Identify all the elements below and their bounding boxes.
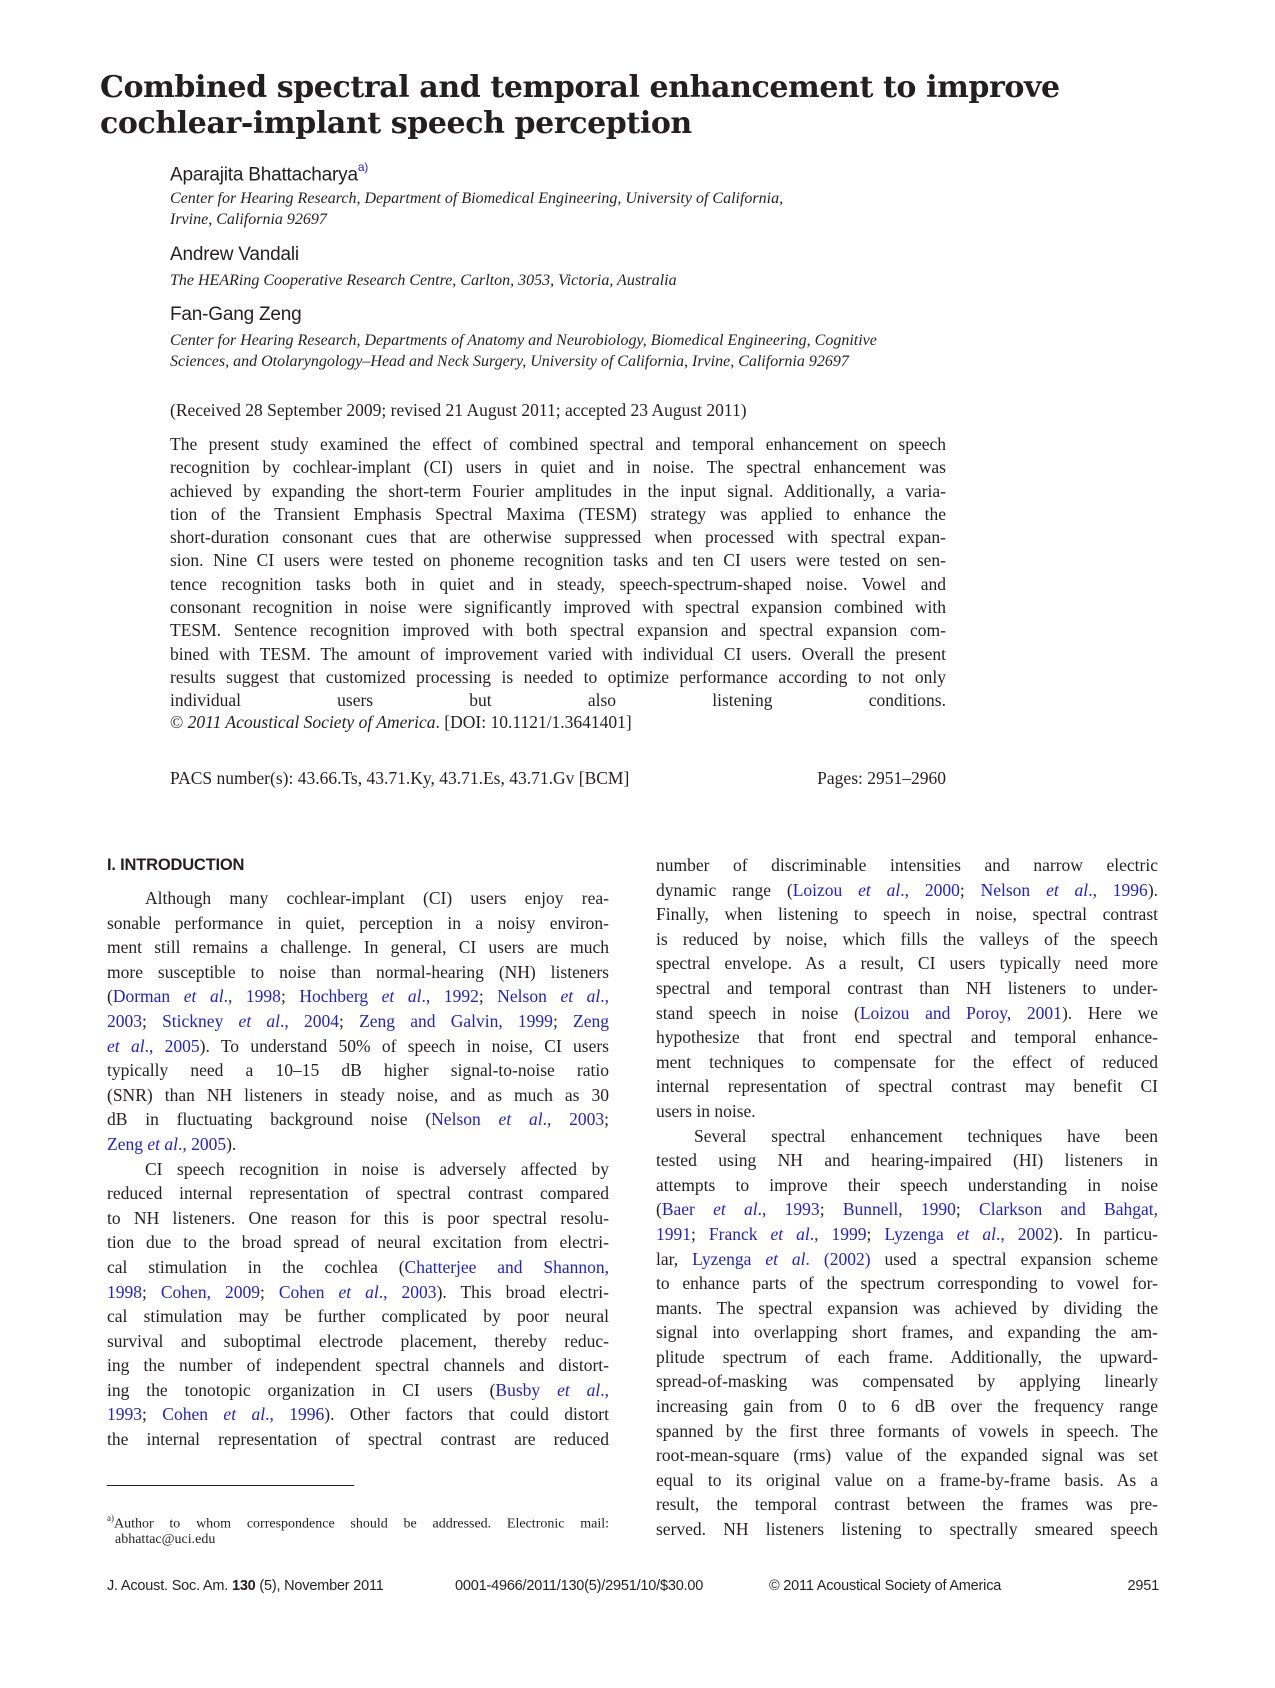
- abstract-line: individual users but also listening conditions.: [170, 690, 946, 711]
- title-line-2: cochlear-implant speech perception: [100, 106, 692, 141]
- citation-link[interactable]: ., 2002: [996, 1223, 1053, 1244]
- abstract-line: achieved by expanding the short-term Fourier amplitudes in the input signal. Additionally, a varia-: [170, 480, 946, 501]
- body-line: root-mean-square (rms) value of the expanded signal was set: [656, 1445, 1158, 1466]
- citation-link[interactable]: 1998: [107, 1281, 142, 1302]
- body-line: hypothesize that front end spectral and temporal enhance-: [656, 1027, 1158, 1048]
- citation-link[interactable]: Baer: [661, 1199, 714, 1220]
- body-line: ing the tonotopic organization in CI users (Busby et al.,: [107, 1379, 609, 1400]
- affiliation-line: Center for Hearing Research, Department of Biomedical Engineering, University of California,: [170, 190, 784, 207]
- body-line: survival and suboptimal electrode placement, thereby reduc-: [107, 1330, 609, 1351]
- citation-link[interactable]: et al: [1046, 879, 1089, 900]
- body-line: is reduced by noise, which fills the valleys of the speech: [656, 928, 1158, 949]
- footnote-line: [107, 1510, 609, 1530]
- affiliation-line: The HEARing Cooperative Research Centre, Carlton, 3053, Victoria, Australia: [170, 272, 677, 289]
- body-line: the internal representation of spectral contrast are reduced: [107, 1429, 609, 1450]
- body-line: tested using NH and hearing-impaired (HI) listeners in: [656, 1150, 1158, 1171]
- citation-link[interactable]: ., 2005: [177, 1133, 227, 1154]
- title-line-1: Combined spectral and temporal enhancement to improve: [100, 70, 1060, 105]
- citation-link[interactable]: Cohen, 2009: [160, 1281, 260, 1302]
- left-column-body: [107, 886, 609, 1452]
- body-line: spectral and temporal contrast than NH listeners to under-: [656, 977, 1158, 998]
- pacs-numbers: PACS number(s): 43.66.Ts, 43.71.Ky, 43.71.Es, 43.71.Gv [BCM]: [170, 768, 630, 788]
- footnote-email[interactable]: abhattac@uci.edu: [115, 1531, 216, 1547]
- body-line: lar, Lyzenga et al. (2002) used a spectral expansion scheme: [656, 1248, 1158, 1269]
- body-line: reduced internal representation of spectral contrast compared: [107, 1183, 609, 1204]
- body-line: to NH listeners. One reason for this is poor spectral resolu-: [107, 1207, 609, 1228]
- author-name: Andrew Vandali: [170, 244, 299, 265]
- author-affiliation: [170, 188, 990, 230]
- affiliation-line: Center for Hearing Research, Departments of Anatomy and Neurobiology, Biomedical Engineering, Cognitive: [170, 332, 877, 349]
- body-line: 1993; Cohen et al., 1996). Other factors that could distort: [107, 1404, 609, 1425]
- affiliation-line: Irvine, California 92697: [170, 211, 327, 228]
- journal-citation: [107, 1578, 384, 1594]
- body-line: cal stimulation may be further complicated by poor neural: [107, 1306, 609, 1327]
- citation-link[interactable]: et al: [713, 1199, 758, 1220]
- body-line: to enhance parts of the spectrum corresponding to vowel for-: [656, 1273, 1158, 1294]
- citation-link[interactable]: Nelson: [431, 1109, 499, 1130]
- body-line: dB in fluctuating background noise (Nelson et al., 2003;: [107, 1109, 609, 1130]
- footnote-text: Author to whom correspondence should be addressed. Electronic mail:: [114, 1516, 609, 1532]
- citation-link[interactable]: Zeng: [107, 1133, 148, 1154]
- body-line: Several spectral enhancement techniques have been: [694, 1125, 1158, 1146]
- body-line: dynamic range (Loizou et al., 2000; Nelson et al., 1996).: [656, 879, 1159, 900]
- citation-link[interactable]: ., 1999: [809, 1223, 867, 1244]
- abstract-line: sion. Nine CI users were tested on phoneme recognition tasks and ten CI users were tested on sen-: [170, 550, 946, 571]
- body-line: equal to its original value on a frame-by-frame basis. As a: [656, 1469, 1158, 1490]
- abstract: [170, 433, 946, 713]
- citation-link[interactable]: Chatterjee and Shannon,: [404, 1256, 609, 1277]
- body-line: ment still remains a challenge. In general, CI users are much: [107, 937, 609, 958]
- body-line: ing the number of independent spectral channels and distort-: [107, 1355, 609, 1376]
- citation-link[interactable]: Franck: [708, 1223, 771, 1244]
- citation-link[interactable]: Zeng: [573, 1010, 609, 1031]
- citation-link[interactable]: Stickney: [162, 1010, 239, 1031]
- citation-link[interactable]: et al: [498, 1109, 543, 1130]
- body-line: signal into overlapping short frames, and expanding the am-: [656, 1322, 1158, 1343]
- body-line: 1998; Cohen, 2009; Cohen et al., 2003). This broad electri-: [107, 1281, 609, 1302]
- body-line: number of discriminable intensities and narrow electric: [656, 855, 1158, 875]
- abstract-line: short-duration consonant cues that are otherwise suppressed when processed with spectral expan-: [170, 527, 946, 548]
- body-line: result, the temporal contrast between the frames was pre-: [656, 1494, 1158, 1515]
- citation-link[interactable]: Lyzenga: [692, 1248, 766, 1269]
- citation-link[interactable]: et al: [183, 986, 224, 1007]
- body-line: (Baer et al., 1993; Bunnell, 1990; Clarkson and Bahgat,: [656, 1199, 1158, 1220]
- citation-link[interactable]: et al: [765, 1248, 806, 1269]
- abstract-line: The present study examined the effect of combined spectral and temporal enhancement on speech: [170, 434, 946, 454]
- body-line: plitude spectrum of each frame. Additionally, the upward-: [656, 1346, 1158, 1367]
- citation-link[interactable]: ., 2003: [378, 1281, 437, 1302]
- paper-title: [100, 70, 1100, 142]
- page-number: 2951: [1127, 1578, 1159, 1594]
- body-line: more susceptible to noise than normal-hearing (NH) listeners: [107, 961, 609, 982]
- citation-link[interactable]: Loizou and Poroy, 2001: [859, 1002, 1062, 1023]
- body-line: stand speech in noise (Loizou and Poroy, 2001). Here we: [656, 1002, 1159, 1023]
- citation-link[interactable]: et al: [223, 1404, 266, 1425]
- abstract-line: results suggest that customized processing is needed to optimize performance according to not only: [170, 666, 946, 687]
- citation-link[interactable]: ., 1993: [757, 1199, 820, 1220]
- author-name: [170, 162, 368, 186]
- footnote-marker-link[interactable]: a): [357, 160, 369, 174]
- citation-link[interactable]: Zeng and Galvin, 1999: [359, 1010, 553, 1031]
- citation-link[interactable]: Lyzenga: [884, 1223, 957, 1244]
- body-line: served. NH listeners listening to spectrally smeared speech: [656, 1519, 1158, 1540]
- author-name-text: Aparajita Bhattacharya: [170, 164, 358, 186]
- citation-link[interactable]: et al: [147, 1133, 178, 1154]
- journal-volume: 130: [231, 1578, 256, 1594]
- citation-link[interactable]: et al: [560, 986, 601, 1007]
- body-line: typically need a 10–15 dB higher signal-to-noise ratio: [107, 1060, 609, 1081]
- citation-link[interactable]: et al: [557, 1379, 601, 1400]
- body-line: ment techniques to compensate for the effect of reduced: [656, 1051, 1158, 1072]
- author-affiliation: [170, 270, 990, 291]
- abstract-line: TESM. Sentence recognition improved with both spectral expansion and spectral expansion com-: [170, 620, 946, 641]
- citation-link[interactable]: ., 1996: [1088, 879, 1148, 900]
- body-line: et al., 2005). To understand 50% of speech in noise, CI users: [107, 1035, 609, 1056]
- body-line: CI speech recognition in noise is adversely affected by: [145, 1158, 609, 1179]
- article-code: 0001-4966/2011/130(5)/2951/10/$30.00: [455, 1578, 704, 1594]
- body-line: 2003; Stickney et al., 2004; Zeng and Galvin, 1999; Zeng: [107, 1010, 609, 1031]
- citation-link[interactable]: Bunnell, 1990: [842, 1199, 956, 1220]
- citation-link[interactable]: Hochberg: [299, 986, 382, 1007]
- footer-copyright: © 2011 Acoustical Society of America: [769, 1578, 1002, 1594]
- citation-link[interactable]: et al: [956, 1223, 996, 1244]
- citation-link[interactable]: ., 2003: [542, 1109, 605, 1130]
- citation-link[interactable]: Loizou: [792, 879, 859, 900]
- abstract-line: tence recognition tasks both in quiet and in steady, speech-spectrum-shaped noise. Vowel and: [170, 573, 946, 594]
- body-line: cal stimulation in the cochlea (Chatterjee and Shannon,: [107, 1256, 609, 1277]
- citation-link[interactable]: et al: [770, 1223, 810, 1244]
- right-column-body: [656, 853, 1158, 1542]
- body-line: attempts to improve their speech understanding in noise: [656, 1174, 1158, 1195]
- body-line: Although many cochlear-implant (CI) users enjoy rea-: [145, 888, 609, 908]
- citation-link[interactable]: ., 2000: [900, 879, 960, 900]
- section-heading: I. INTRODUCTION: [107, 856, 245, 874]
- body-line: internal representation of spectral contrast may benefit CI: [656, 1076, 1158, 1097]
- body-line: 1991; Franck et al., 1999; Lyzenga et al., 2002). In particu-: [656, 1223, 1158, 1244]
- citation-link[interactable]: Clarkson and Bahgat,: [979, 1199, 1158, 1220]
- footnote: [107, 1510, 609, 1549]
- journal-issue: (5), November 2011: [255, 1578, 384, 1594]
- body-line: Zeng et al., 2005).: [107, 1133, 237, 1154]
- citation-link[interactable]: Cohen: [278, 1281, 339, 1302]
- author-affiliation: [170, 330, 990, 372]
- footnote-divider: [107, 1485, 354, 1486]
- citation-link[interactable]: et al: [858, 879, 901, 900]
- citation-link[interactable]: .,: [600, 1379, 609, 1400]
- citation-link[interactable]: Dorman: [112, 986, 184, 1007]
- page-range: Pages: 2951–2960: [817, 768, 946, 788]
- abstract-line: bined with TESM. The amount of improvement varied with individual CI users. Overall the present: [170, 643, 946, 664]
- body-line: spanned by the first three formants of vowels in speech. The: [656, 1420, 1158, 1441]
- received-dates: (Received 28 September 2009; revised 21 August 2011; accepted 23 August 2011): [170, 400, 747, 420]
- citation-link[interactable]: ., 1992: [421, 986, 479, 1007]
- citation-link[interactable]: et al: [107, 1035, 145, 1056]
- citation-link[interactable]: 1993: [107, 1404, 142, 1425]
- citation-link[interactable]: et al: [381, 986, 422, 1007]
- citation-link[interactable]: 2003: [107, 1010, 142, 1031]
- citation-link[interactable]: . (2002): [805, 1248, 871, 1269]
- citation-link[interactable]: ., 2005: [144, 1035, 200, 1056]
- footnote-marker: a): [107, 1513, 114, 1523]
- body-line: sonable performance in quiet, perception in a noisy environ-: [107, 912, 609, 933]
- body-line: users in noise.: [656, 1100, 756, 1121]
- copyright-symbol: ©: [170, 712, 184, 732]
- body-line: mants. The spectral expansion was achieved by dividing the: [656, 1297, 1158, 1318]
- body-line: tion due to the broad spread of neural excitation from electri-: [107, 1232, 609, 1253]
- doi: . [DOI: 10.1121/1.3641401]: [435, 712, 632, 732]
- author-name: Fan-Gang Zeng: [170, 304, 302, 325]
- citation-link[interactable]: Busby: [495, 1379, 558, 1400]
- body-line: increasing gain from 0 to 6 dB over the frequency range: [656, 1396, 1158, 1417]
- journal-name: J. Acoust. Soc. Am.: [107, 1578, 232, 1594]
- citation-link[interactable]: Nelson: [497, 986, 561, 1007]
- affiliation-line: Sciences, and Otolaryngology–Head and Neck Surgery, University of California, Irvine, California 92697: [170, 353, 849, 370]
- citation-link[interactable]: ., 2004: [280, 1010, 339, 1031]
- copyright-society: 2011 Acoustical Society of America: [187, 712, 436, 732]
- abstract-line: consonant recognition in noise were significantly improved with spectral expansion combined with: [170, 597, 946, 618]
- abstract-line: tion of the Transient Emphasis Spectral Maxima (TESM) strategy was applied to enhance the: [170, 503, 946, 524]
- body-line: (Dorman et al., 1998; Hochberg et al., 1992; Nelson et al.,: [107, 986, 610, 1007]
- body-line: spectral envelope. As a result, CI users typically need more: [656, 953, 1158, 974]
- abstract-line: recognition by cochlear-implant (CI) users in quiet and in noise. The spectral enhancement was: [170, 457, 946, 478]
- citation-link[interactable]: et al: [338, 1281, 379, 1302]
- copyright-line: [170, 712, 632, 733]
- citation-link[interactable]: Nelson: [980, 879, 1047, 900]
- body-line: (SNR) than NH listeners in steady noise, and as much as 30: [107, 1084, 609, 1105]
- citation-link[interactable]: ., 1998: [223, 986, 281, 1007]
- citation-link[interactable]: et al: [238, 1010, 281, 1031]
- citation-link[interactable]: .,: [600, 986, 610, 1007]
- citation-link[interactable]: 1991: [656, 1223, 691, 1244]
- citation-link[interactable]: Cohen: [162, 1404, 224, 1425]
- body-line: Finally, when listening to speech in noise, spectral contrast: [656, 904, 1158, 925]
- citation-link[interactable]: ., 1996: [265, 1404, 325, 1425]
- body-line: spread-of-masking was compensated by applying linearly: [656, 1371, 1158, 1392]
